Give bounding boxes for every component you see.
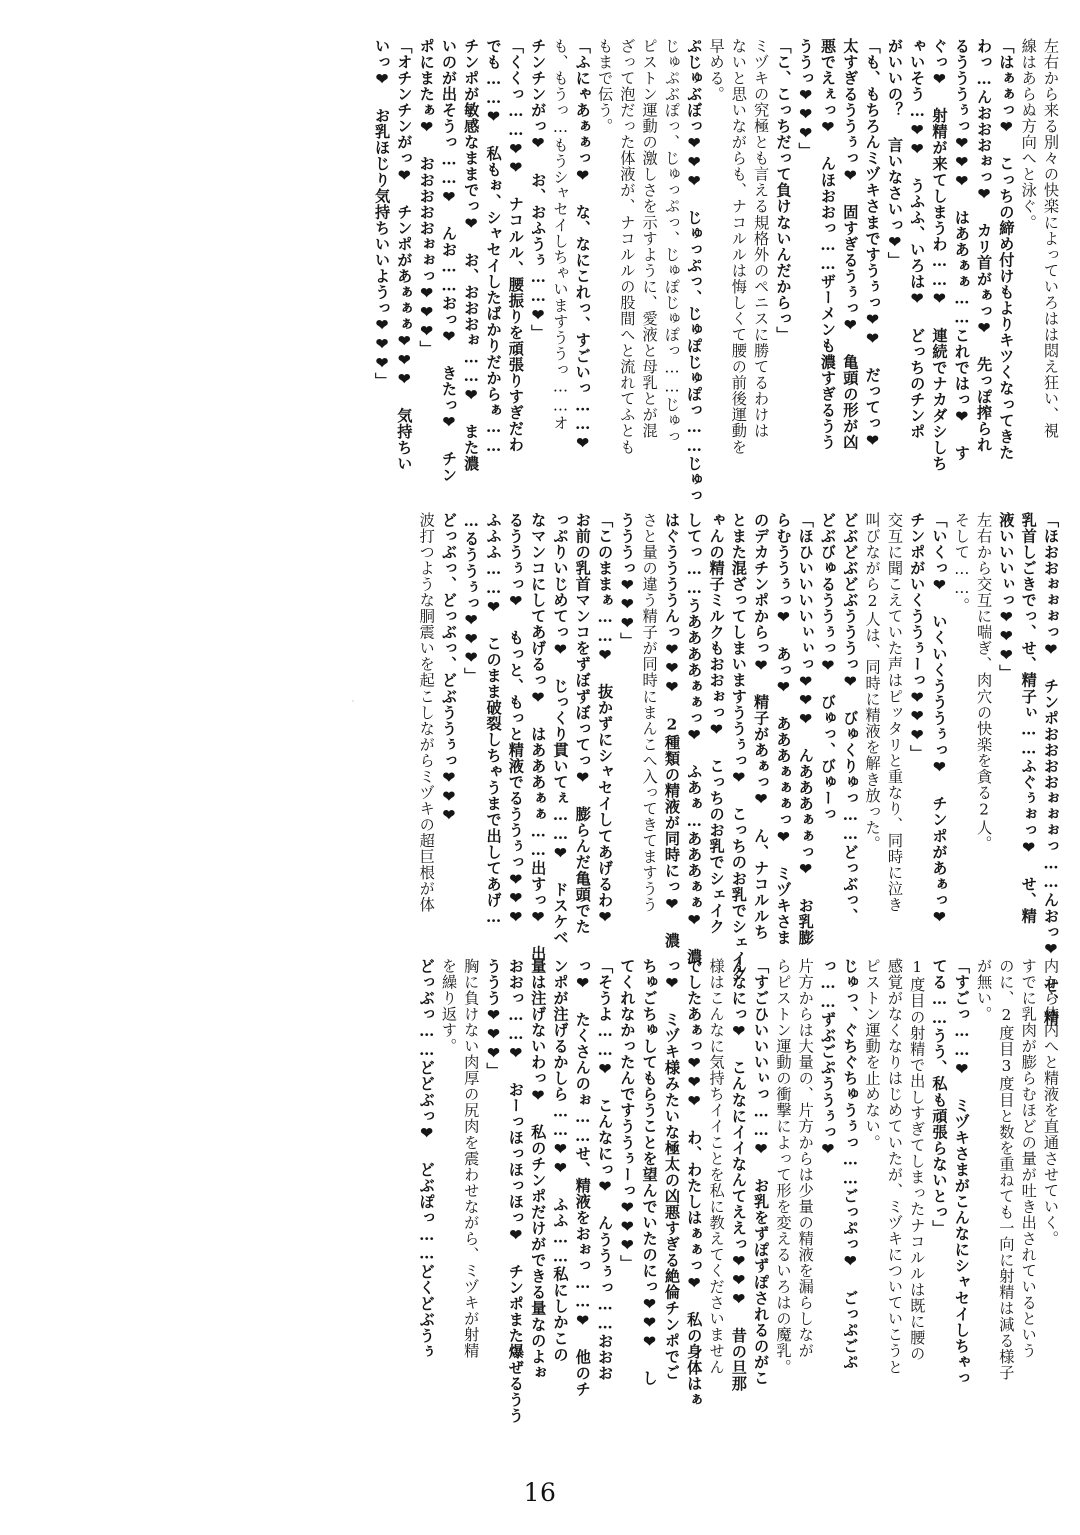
text-column: 乳首しごきでっ、せ、精子ぃ……ふぐぅぉっ❤ せ、精 xyxy=(1019,512,1038,925)
text-column: ないと思いながらも、ナコルルは悔しくて腰の前後運動を xyxy=(729,38,748,455)
text-column: 波打つような胴震いを起こしながらミヅキの超巨根が体 xyxy=(417,512,436,913)
text-column: じゅぷぶぽっ、じゅっぷっ、じゅぽじゅぽっ……じゅっ xyxy=(662,38,681,445)
text-column: でしたあぁっ❤❤❤ わ、わたしはぁぁっ❤ 私の身体はぁ xyxy=(685,958,704,1408)
text-column: ンポが注げるかしら……❤❤ ふふ……私にしかこの xyxy=(551,958,570,1363)
text-column: してっ……うああああぁぁっ❤ ふあぁ…あああぁぁ❤ 濃 xyxy=(685,512,704,965)
text-block-lower xyxy=(18,958,1058,1428)
text-column: らむううぅっ❤ あっ❤ あああぁぁぁっ❤ ミヅキさま xyxy=(774,512,793,946)
text-column: 「も、もちろんミヅキさまですうぅっ❤❤ だってっ❤ xyxy=(863,38,882,451)
text-column: ざって泡だった体液が、ナコルルの股間へと流れてふとも xyxy=(618,38,637,455)
text-column: ピストン運動の激しさを示すように、愛液と母乳とが混 xyxy=(640,38,659,439)
text-column: 左右から来る別々の快楽によっていろはは悶え狂い、視 xyxy=(1042,38,1060,439)
text-column: いのが出そうっ……❤ んお……おっ❤ きたっ❤ チン xyxy=(439,38,458,483)
text-column: 「いくっ❤ いくいくうううぅっ❤ チンポがあぁっ❤ xyxy=(930,512,949,927)
text-column: ぷじゅぶぼっ❤❤❤ じゅっぷっ、じゅぽじゅぽっ……じゅっ xyxy=(685,38,704,504)
text-column: はぐううううんっ❤❤❤ 2種類の精液が同時にっ❤ 濃 xyxy=(662,512,681,949)
text-column: 「すごひいいいぃっ……❤ お乳をずぽずぽされるのがこ xyxy=(752,958,771,1387)
text-column: 「オチンチンがっ❤ チンポがあぁぁぁ❤❤❤ 気持ちい xyxy=(395,38,414,472)
text-column: チンチンがっ❤ お、おふうぅ……❤」 xyxy=(529,38,548,341)
text-column: てる……うう、私も頑張らないとっ」 xyxy=(930,958,949,1237)
text-column: 叫びながら2人は、同時に精液を解き放った。 xyxy=(863,512,882,852)
text-column: のデカチンポからっ❤ 精子があぁっ❤ ん、ナコルルち xyxy=(752,512,771,941)
text-column: どぶどぶどぶうううっ❤ びゅくりゅっ……どっぶっ、 xyxy=(841,512,860,925)
text-column: っ❤ たくさんのぉ……せ、精液をおぉっ……❤ 他のチ xyxy=(573,958,592,1398)
text-column: 「ほひいいいいぃぃっ❤❤❤ んあああぁぁっ❤ お乳膨 xyxy=(796,512,815,946)
text-column: 感覚がなくなりはじめていたが、ミヅキについていこうと xyxy=(885,958,904,1375)
text-column: ちゅごちゅしてもらうことを望んでいたのにっ❤❤❤ し xyxy=(640,958,659,1387)
text-column: 「すごっ……❤ ミヅキさまがこんなにシャセイしちゃっ xyxy=(952,958,971,1387)
text-column: 交互に聞こえていた声はピッタリと重なり、同時に泣き xyxy=(885,512,904,913)
text-column: 液いいいぃっ❤❤❤」 xyxy=(997,512,1016,681)
text-column: いっ❤ お乳ほじり気持ちいいようっ❤❤❤」 xyxy=(373,38,392,389)
text-column: なマンコにしてあげるっ❤ はあああぁぁ……出すっ❤ 出 xyxy=(529,512,548,962)
text-column: ぐっ❤ 射精が来てしまうわ……❤ 連続でナカダシしち xyxy=(930,38,949,472)
text-column: チンポがいくううぅーっ❤❤❤」 xyxy=(908,512,927,761)
text-column: 左右から交互に喘ぎ、肉穴の快楽を貪る2人。 xyxy=(975,512,994,852)
text-column: とまた混ざってしまいますううぅっ❤ こっちのお乳でシェイク xyxy=(729,512,748,983)
text-column: お前の乳首マンコをずぼずぼってっ❤ 膨らんだ亀頭でた xyxy=(573,512,592,935)
text-column: るううぅっ❤ もっと、もっと精液でるううぅっ❤❤❤ xyxy=(506,512,525,927)
text-column: ふふふ……❤ このまま破裂しちゃうまで出してあげ… xyxy=(484,512,503,927)
text-column: っ……ずぶごぷううぅっ❤ xyxy=(819,958,838,1159)
text-column: ううっ❤❤❤」 xyxy=(796,38,815,159)
text-column: ゃいそう…❤❤ うふふ、いろは❤ どっちのチンポ xyxy=(908,38,927,440)
text-column: どっぶっ、どっぶっ、どぶううぅっ❤❤❤ xyxy=(439,512,458,826)
text-column: 「はぁぁっ❤ こっちの締め付けもよりキツくなってきた xyxy=(997,38,1016,461)
text-column: じゅっ、ぐちぐちゅうぅっ……ごっぷっ❤ ごっぷごぷ xyxy=(841,958,860,1371)
text-column: 線はあらぬ方向へと泳ぐ。 xyxy=(1019,38,1038,231)
text-column: 早める。 xyxy=(707,38,726,103)
text-column: ううう❤❤❤」 xyxy=(484,958,503,1079)
text-column: ポにまたぁ❤ おおおおおぉぉっ❤❤❤」 xyxy=(417,38,436,357)
text-column: どぶびゅるううぅっ❤ びゅっ、びゅーっ xyxy=(819,512,838,823)
text-column: ピストン運動を止めない。 xyxy=(863,958,882,1151)
text-column: を繰り返す。 xyxy=(439,958,458,1055)
text-column: でも……❤ 私もぉ、シャセイしたばかりだからぁ…… xyxy=(484,38,503,456)
text-column: もまで伝う。 xyxy=(596,38,615,135)
text-column: らピストン運動の衝撃によって形を変えるいろはの魔乳。 xyxy=(774,958,793,1375)
text-column: そして……。 xyxy=(952,512,971,614)
text-column: すでに乳肉が膨らむほどの量が吐き出されているという xyxy=(1019,958,1038,1359)
text-column: るうううぅっ❤❤❤ はああぁぁ……これではっ❤ す xyxy=(952,38,971,462)
text-column: 胸に負けない肉厚の尻肉を震わせながら、ミヅキが射精 xyxy=(462,958,481,1359)
text-column: っぷりいじめてっ❤ じっくり貫いてぇ……❤ ドスケベ xyxy=(551,512,570,946)
text-column: 「このままぁ……❤ 抜かずにシャセイしてあげるわ❤ xyxy=(596,512,615,927)
text-column: 「ほおおぉぉぉっ❤ チンポおおおおぉぉぉっ……んおっ❤ せ、精 xyxy=(1042,512,1060,1026)
text-column: てくれなかったんですううぅーっ❤❤❤」 xyxy=(618,958,637,1272)
text-column: 「そうよ……❤ こんなにっ❤ んううぅっ……おおお xyxy=(596,958,615,1382)
text-column: 1度目の射精で出しすぎてしまったナコルルは既に腰の xyxy=(908,958,927,1362)
text-column: 太すぎるううぅっ❤ 固すぎるうぅっ❤ 亀頭の形が凶 xyxy=(841,38,860,451)
text-column: ミヅキの究極とも言える規格外のペニスに勝てるわけは xyxy=(752,38,771,439)
text-block-upper xyxy=(18,38,1058,508)
text-column: 量は注げないわっ❤ 私のチンポだけができる量なのよぉ xyxy=(529,958,548,1381)
text-column: がいいの？ 言いなさいっ❤」 xyxy=(885,38,904,269)
text-column: が無い。 xyxy=(975,958,994,1023)
text-column: ゃんの精子ミルクもおおぉっ❤ こっちのお乳でシェイク xyxy=(707,512,726,935)
text-column: 内から体内へと精液を直通させていく。 xyxy=(1042,958,1060,1247)
text-column: 「くくっ……❤❤ ナコルル、腰振りを頑張りすぎだわ xyxy=(506,38,525,453)
text-column: どっぶっ……どどぶっ❤ どぶぽっ……どくどぶうぅ xyxy=(417,958,436,1360)
text-column: …るううぅっ❤❤❤」 xyxy=(462,512,481,684)
text-column: 片方からは大量の、片方からは少量の精液を漏らしなが xyxy=(796,958,815,1359)
text-column: 悪でえぇっ❤ んほおおっ……ザーメンも濃すぎるうう xyxy=(819,38,838,451)
text-column: さと量の違う精子が同時にまんこへ入ってきてますうう xyxy=(640,512,659,913)
text-column: 様はこんなに気持ちイイことを私に教えてくださいません xyxy=(707,958,726,1375)
page-number: 16 xyxy=(523,1478,557,1507)
text-column: んなにっ❤ こんなにイイなんてええっ❤❤❤ 昔の旦那 xyxy=(729,958,748,1392)
text-column: っ❤ ミヅキ様みたいな極太の凶悪すぎる絶倫チンポでご xyxy=(662,958,681,1381)
text-column: うううっ❤❤❤」 xyxy=(618,512,637,649)
text-column: わっ…んおおおぉっ❤ カリ首がぁっ❤ 先っぽ搾られ xyxy=(975,38,994,453)
text-column: 「ふにゃあぁぁっ❤ な、なにこれっ、すごいっ……❤ xyxy=(573,38,592,453)
text-column: おおっ……❤ おーっほっほっほっ❤ チンポまた爆ぜるうう xyxy=(506,958,525,1424)
text-column: 「こ、こっちだって負けないんだからっ」 xyxy=(774,38,793,343)
text-column: も、もうっ…もうシャセイしちゃいますううっ……オ xyxy=(551,38,570,432)
text-column: のに、2度目3度目と数を重ねても一向に射精は減る様子 xyxy=(997,958,1016,1381)
text-column: チンポが敏感なままでっ❤ お、おおおぉ……❤ また濃 xyxy=(462,38,481,472)
